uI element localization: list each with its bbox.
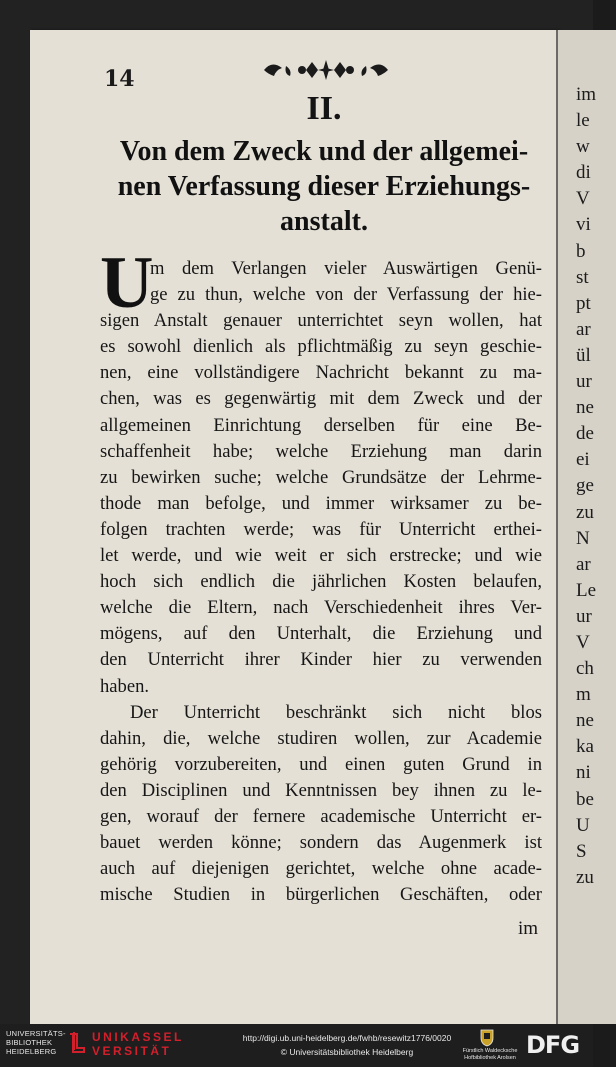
title-line: anstalt.: [280, 206, 368, 237]
next-page-fragment: V: [576, 188, 590, 210]
text-line: den Unterricht ihrer Kinder hier zu verwenden: [100, 649, 542, 671]
text-line: hoch sich endlich die jährlichen Kosten belaufen,: [100, 571, 542, 593]
drop-capital: U: [100, 242, 154, 324]
footer-bar: [0, 1024, 593, 1067]
text-line: bauet werden könne; sondern das Augenmerk ist: [100, 832, 542, 854]
text-line: dahin, die, welche studiren wollen, zur Academie: [100, 727, 542, 749]
title-line: nen Verfassung dieser Erziehungs-: [117, 171, 531, 202]
text-line: Der Unterricht beschränkt sich nicht blos: [130, 701, 542, 723]
dfg-logo[interactable]: DFG: [526, 1031, 580, 1059]
next-page-fragment: vi: [576, 214, 591, 236]
text-line: den Disciplinen und Kenntnissen bey ihnen zu le-: [100, 779, 542, 801]
text-line: haben.: [100, 675, 150, 697]
next-page-fragment: w: [576, 136, 590, 158]
text-line: welche die Eltern, nach Verschiedenheit ihres Ver-: [100, 597, 542, 619]
heidelberg-logo[interactable]: [6, 1029, 68, 1056]
next-page-fragment: be: [576, 788, 594, 810]
next-page-fragment: ni: [576, 762, 591, 784]
next-page-fragment: ka: [576, 736, 594, 758]
next-page-fragment: b: [576, 240, 586, 262]
copyright-text: © Universitätsbibliothek Heidelberg: [280, 1047, 414, 1057]
next-page-fragment: le: [576, 110, 590, 132]
text-line: mische Studien in bürgerlichen Geschäften, oder: [100, 884, 542, 906]
text-line: gen, worauf der fernere academische Unterricht er-: [100, 805, 542, 827]
text-line: sigen Anstalt genauer unterrichtet seyn wollen, hat: [100, 310, 542, 332]
text-line: nen, eine vollständigere Nachricht bekannt zu ma-: [100, 362, 542, 384]
text-line: auch auf diejenigen gerichtet, welche ohne acade-: [100, 858, 542, 880]
next-page-fragment: im: [576, 84, 597, 105]
text-line: gehörig vorzubereiten, und einen guten Grund in: [100, 753, 542, 775]
body-text: [100, 256, 542, 908]
kassel-mark-icon: [68, 1030, 86, 1056]
coat-of-arms-icon: [480, 1028, 494, 1046]
text-line: zu bewirken suche; welche Grundsätze der Lehrme-: [100, 466, 542, 488]
next-page-fragment: N: [576, 527, 590, 549]
next-page-fragment: ur: [576, 605, 592, 627]
title-line: Von dem Zweck und der allgemei-: [119, 136, 529, 167]
next-page-fragment: ül: [576, 344, 591, 366]
text-line: let werde, und wie weit er sich erstrecke; und wie: [100, 545, 542, 567]
catchword: im: [517, 918, 538, 939]
chapter-number: II.: [306, 90, 342, 127]
next-page-fragment: ne: [576, 710, 594, 732]
waldeck-logo[interactable]: [460, 1048, 520, 1061]
next-page-fragment: U: [576, 814, 590, 836]
next-page-fragment: ne: [576, 397, 594, 419]
next-page-fragment: di: [576, 162, 591, 184]
chapter-title: [104, 134, 544, 239]
page-number: 14: [104, 66, 135, 92]
permalink[interactable]: http://digi.ub.uni-heidelberg.de/fwhb/resewitz1776/0020: [242, 1033, 452, 1043]
text-line: schaffenheit habe; welche Erziehung man darin: [100, 440, 542, 462]
waldeck-line: Hofbibliothek Arolsen: [464, 1054, 516, 1061]
next-page-fragment: ur: [576, 371, 592, 393]
next-page-fragment: ar: [576, 318, 591, 340]
next-page-fragment: ge: [576, 475, 594, 497]
next-page-fragment: V: [576, 631, 590, 653]
logo-line: UNIVERSITÄTS-: [6, 1029, 66, 1038]
next-page-fragments: [558, 82, 596, 891]
logo-line: BIBLIOTHEK: [6, 1038, 53, 1047]
text-line: allgemeinen Einrichtung derselben für eine Be-: [100, 414, 542, 436]
text-line: m dem Verlangen vieler Auswärtigen Genü-: [150, 258, 542, 279]
kassel-line: VERSITÄT: [92, 1044, 172, 1058]
kassel-logo[interactable]: [92, 1030, 184, 1058]
text-line: mögens, auf den Unterhalt, die Erziehung und: [100, 623, 542, 645]
next-page-fragment: pt: [576, 292, 591, 314]
next-page-fragment: Le: [576, 579, 597, 601]
waldeck-line: Fürstlich Waldecksche: [462, 1048, 518, 1054]
text-line: chen, was es gegenwärtig mit dem Zweck und der: [100, 388, 542, 410]
ornament-vignette: [256, 56, 396, 84]
next-page-fragment: S: [576, 840, 587, 862]
next-page-fragment: ei: [576, 449, 590, 471]
logo-line: HEIDELBERG: [6, 1047, 57, 1056]
next-page-fragment: zu: [576, 866, 594, 888]
text-line: es sowohl dienlich als pflichtmäßig zu seyn geschie-: [100, 336, 542, 358]
kassel-line: UNIKASSEL: [92, 1030, 184, 1044]
next-page-fragment: ch: [576, 658, 594, 680]
next-page-fragment: ar: [576, 553, 591, 575]
next-page-fragment: zu: [576, 501, 594, 523]
text-line: thode man befolge, und immer wirksamer zu be-: [100, 492, 542, 514]
text-line: ge zu thun, welche von der Verfassung der hie-: [150, 284, 542, 306]
text-line: folgen trachten werde; was für Unterricht erthei-: [100, 518, 542, 540]
next-page-fragment: de: [576, 423, 594, 445]
book-page: [30, 30, 558, 1024]
next-page-edge: [556, 30, 616, 1024]
next-page-fragment: st: [576, 266, 589, 288]
next-page-fragment: m: [576, 684, 591, 706]
